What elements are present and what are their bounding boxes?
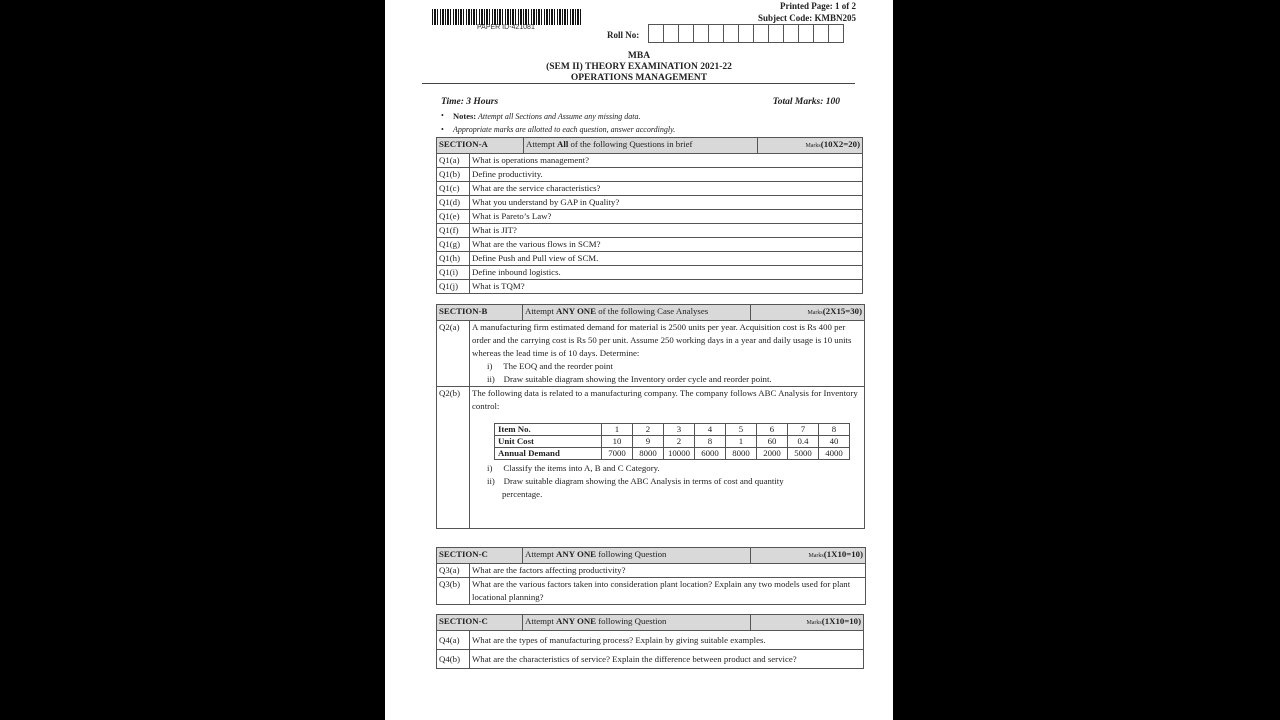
- table-row: [437, 182, 863, 196]
- question-subpart: i) The EOQ and the reorder point: [487, 361, 613, 371]
- section-c1-table: [436, 547, 866, 605]
- cell: 2000: [757, 448, 788, 460]
- section-b-header: [437, 305, 865, 321]
- table-row: [437, 578, 866, 605]
- roll-box: [648, 24, 664, 43]
- roll-box: [708, 24, 724, 43]
- section-a-instruction: Attempt All of the following Questions in brief: [524, 138, 758, 154]
- cell: 40: [819, 436, 850, 448]
- question-text: What are the types of manufacturing process? Explain by giving suitable examples.: [470, 631, 864, 650]
- question-subpart: ii) Draw suitable diagram showing the ABC Analysis in terms of cost and quantity: [487, 476, 784, 486]
- cell: 7: [788, 424, 819, 436]
- section-c1-header: [437, 548, 866, 564]
- question-number: Q1(h): [437, 252, 470, 266]
- table-row: [437, 631, 864, 650]
- section-b-title: SECTION-B: [437, 305, 523, 321]
- note-2: [441, 125, 676, 134]
- question-subpart: i) Classify the items into A, B and C Category.: [487, 463, 660, 473]
- question-text: What are the service characteristics?: [470, 182, 863, 196]
- question-number: Q1(j): [437, 280, 470, 294]
- question-text: What are the characteristics of service? Explain the difference between product and service?: [470, 650, 864, 669]
- item-row: [495, 424, 850, 436]
- row-label: Unit Cost: [495, 436, 602, 448]
- question-number: Q1(i): [437, 266, 470, 280]
- cell: 9: [633, 436, 664, 448]
- roll-box: [813, 24, 829, 43]
- printed-page: Printed Page: 1 of 2: [780, 1, 856, 11]
- barcode: [432, 9, 582, 25]
- exam-title: (SEM II) THEORY EXAMINATION 2021-22: [546, 62, 732, 72]
- cell: 2: [633, 424, 664, 436]
- question-text: What is Pareto’s Law?: [470, 210, 863, 224]
- question-q2b: [470, 387, 865, 529]
- section-c1-title: SECTION-C: [437, 548, 523, 564]
- row-label: Annual Demand: [495, 448, 602, 460]
- cell: 0.4: [788, 436, 819, 448]
- note-2-text: Appropriate marks are allotted to each question, answer accordingly.: [453, 125, 676, 134]
- section-c1-marks: Marks(1X10=10): [751, 548, 866, 564]
- annual-demand-row: [495, 448, 850, 460]
- roll-no-label: Roll No:: [607, 30, 640, 40]
- question-number: Q2(b): [437, 387, 470, 529]
- cell: 10: [602, 436, 633, 448]
- section-c2-title: SECTION-C: [437, 615, 523, 631]
- question-text: What is TQM?: [470, 280, 863, 294]
- cell: 4000: [819, 448, 850, 460]
- question-text: What are the factors affecting productivity?: [470, 564, 866, 578]
- table-row: [437, 387, 865, 529]
- abc-data-table: [494, 423, 850, 460]
- roll-box: [783, 24, 799, 43]
- table-row: [437, 238, 863, 252]
- section-c1-instruction: Attempt ANY ONE following Question: [523, 548, 751, 564]
- question-number: Q1(a): [437, 154, 470, 168]
- question-text: Define productivity.: [470, 168, 863, 182]
- table-row: [437, 321, 865, 387]
- course-title: OPERATIONS MANAGEMENT: [570, 73, 708, 83]
- cell: 5000: [788, 448, 819, 460]
- roll-box: [828, 24, 844, 43]
- roll-box: [738, 24, 754, 43]
- table-row: [437, 252, 863, 266]
- note-1-text: Attempt all Sections and Assume any missing data.: [478, 112, 641, 121]
- roll-box: [693, 24, 709, 43]
- table-row: [437, 224, 863, 238]
- section-c2-table: [436, 614, 864, 669]
- question-number: Q1(e): [437, 210, 470, 224]
- cell: 6000: [695, 448, 726, 460]
- cell: 5: [726, 424, 757, 436]
- note-1: [441, 111, 641, 121]
- table-row: [437, 650, 864, 669]
- total-marks: Total Marks: 100: [772, 97, 840, 107]
- question-number: Q2(a): [437, 321, 470, 387]
- section-a-header: [437, 138, 863, 154]
- cell: 10000: [664, 448, 695, 460]
- section-c2-marks: Marks(1X10=10): [751, 615, 864, 631]
- question-subpart-continued: percentage.: [502, 489, 543, 499]
- subject-code: Subject Code: KMBN205: [758, 13, 856, 23]
- exam-time: Time: 3 Hours: [441, 97, 499, 107]
- roll-box: [768, 24, 784, 43]
- section-b-marks: Marks(2X15=30): [751, 305, 865, 321]
- row-label: Item No.: [495, 424, 602, 436]
- cell: 8: [695, 436, 726, 448]
- cell: 7000: [602, 448, 633, 460]
- question-text: What is operations management?: [470, 154, 863, 168]
- roll-box: [798, 24, 814, 43]
- cell: 2: [664, 436, 695, 448]
- section-b-table: [436, 304, 865, 529]
- cell: 60: [757, 436, 788, 448]
- question-number: Q1(b): [437, 168, 470, 182]
- bullet-icon: •: [441, 125, 444, 134]
- question-text: What are the various flows in SCM?: [470, 238, 863, 252]
- cell: 1: [726, 436, 757, 448]
- question-text: Define Push and Pull view of SCM.: [470, 252, 863, 266]
- question-number: Q1(c): [437, 182, 470, 196]
- section-b-instruction: Attempt ANY ONE of the following Case Analyses: [523, 305, 751, 321]
- question-text: The following data is related to a manufacturing company. The company follows ABC Analysis for Inventory control:: [472, 388, 858, 411]
- cell: 1: [602, 424, 633, 436]
- question-number: Q1(d): [437, 196, 470, 210]
- section-a-marks: Marks(10X2=20): [758, 138, 863, 154]
- question-number: Q4(b): [437, 650, 470, 669]
- roll-box: [678, 24, 694, 43]
- question-text: What are the various factors taken into consideration plant location? Explain any two models used for plant locational planning?: [470, 578, 866, 605]
- roll-no-boxes: [648, 24, 843, 43]
- cell: 3: [664, 424, 695, 436]
- table-row: [437, 280, 863, 294]
- roll-box: [663, 24, 679, 43]
- cell: 6: [757, 424, 788, 436]
- header-divider: [422, 83, 855, 84]
- paper-id: PAPER ID-421081: [477, 24, 535, 31]
- roll-box: [723, 24, 739, 43]
- section-a-title: SECTION-A: [437, 138, 524, 154]
- bullet-icon: •: [441, 111, 444, 120]
- cell: 8000: [726, 448, 757, 460]
- roll-box: [753, 24, 769, 43]
- program-title: MBA: [627, 51, 651, 61]
- cell: 8000: [633, 448, 664, 460]
- question-text: What you understand by GAP in Quality?: [470, 196, 863, 210]
- table-row: [437, 154, 863, 168]
- question-text: A manufacturing firm estimated demand for material is 2500 units per year. Acquisition cost is Rs 400 per order and the carrying cost is Rs 50 per unit. Assume 250 working days in a year and daily usage is 10 units whereas the lead time is of 10 days. Determine:: [472, 322, 852, 358]
- table-row: [437, 266, 863, 280]
- question-number: Q1(g): [437, 238, 470, 252]
- question-q2a: [470, 321, 865, 387]
- unit-cost-row: [495, 436, 850, 448]
- question-text: What is JIT?: [470, 224, 863, 238]
- section-c2-instruction: Attempt ANY ONE following Question: [523, 615, 751, 631]
- question-number: Q1(f): [437, 224, 470, 238]
- section-c2-header: [437, 615, 864, 631]
- exam-paper-page: [385, 0, 893, 720]
- table-row: [437, 210, 863, 224]
- table-row: [437, 196, 863, 210]
- cell: 8: [819, 424, 850, 436]
- cell: 4: [695, 424, 726, 436]
- table-row: [437, 564, 866, 578]
- question-text: Define inbound logistics.: [470, 266, 863, 280]
- section-a-table: [436, 137, 863, 294]
- question-number: Q3(a): [437, 564, 470, 578]
- notes-label: Notes:: [453, 111, 477, 121]
- question-number: Q3(b): [437, 578, 470, 605]
- question-number: Q4(a): [437, 631, 470, 650]
- question-subpart: ii) Draw suitable diagram showing the Inventory order cycle and reorder point.: [487, 374, 772, 384]
- table-row: [437, 168, 863, 182]
